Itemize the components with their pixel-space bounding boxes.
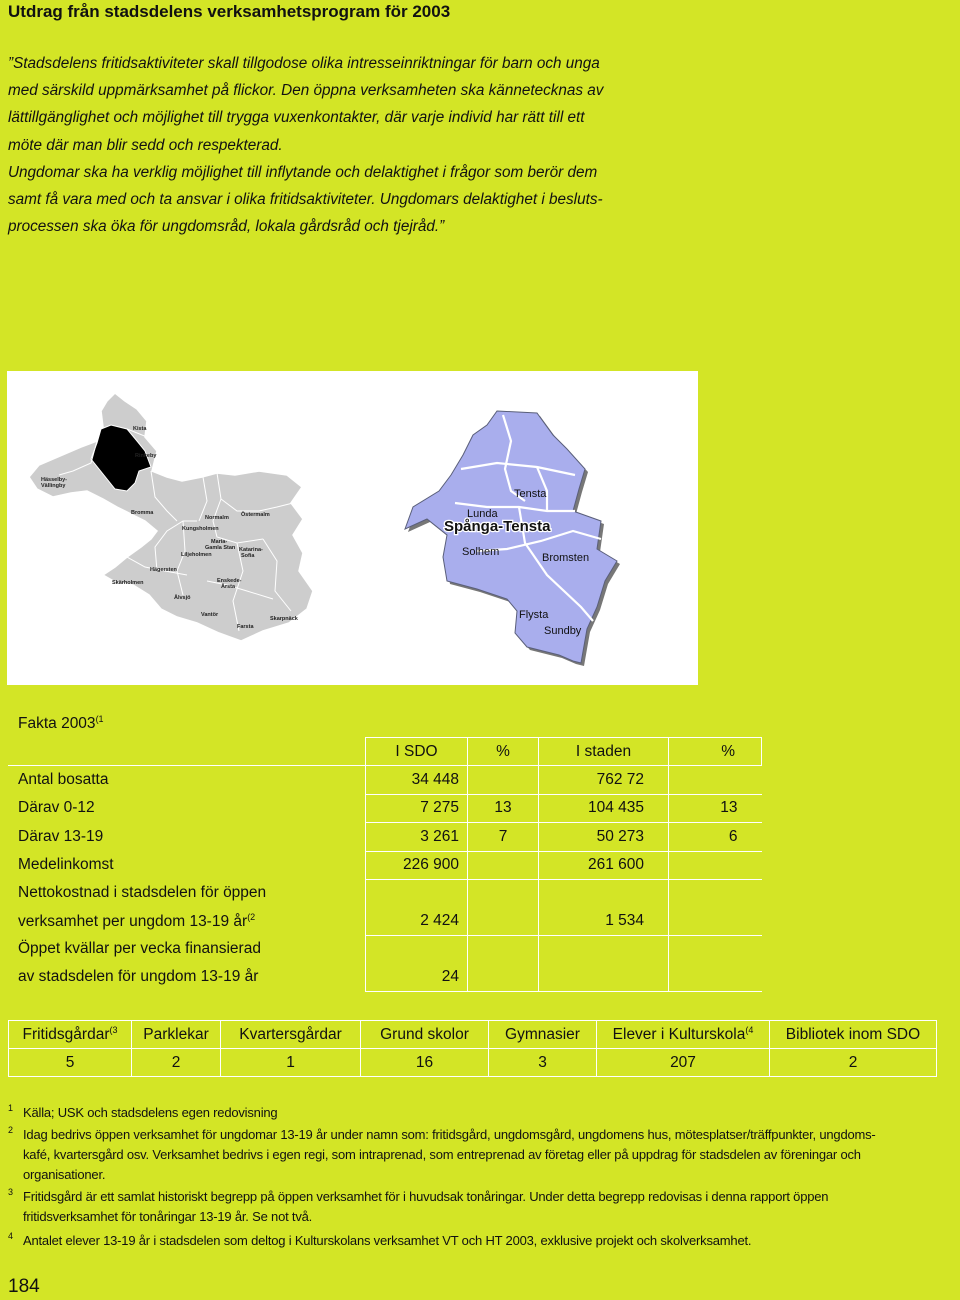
- facility-header-label: Fritidsgårdar: [22, 1026, 110, 1043]
- fakta-row: [8, 794, 762, 822]
- map-label-hagersten: Hägersten: [150, 567, 177, 573]
- map-label-rinkeby: Rinkeby: [135, 453, 157, 459]
- facilities-values-row: [9, 1049, 937, 1077]
- district-label-sundby: Sundby: [544, 625, 582, 637]
- map-panel: [7, 371, 698, 685]
- footnotes: [8, 1103, 956, 1251]
- program-quote: [8, 50, 708, 240]
- facility-header: Gymnasier: [489, 1021, 597, 1049]
- row-staden: 261 600: [539, 851, 669, 879]
- row-sdo: 34 448: [366, 766, 468, 794]
- map-label-katarina: Katarina-: [239, 547, 263, 553]
- row-staden: 104 435: [539, 794, 669, 822]
- row-pct1: [468, 766, 539, 794]
- facility-value: 1: [221, 1049, 361, 1077]
- page-heading: Utdrag från stadsdelens verksamhetsprogram för 2003: [8, 2, 451, 21]
- fakta-title-text: Fakta 2003: [18, 715, 96, 732]
- empty-cell: [366, 879, 468, 907]
- row-pct2: 6: [669, 823, 762, 851]
- row-label: Därav 13-19: [18, 827, 104, 845]
- facility-header-note: (3: [109, 1025, 118, 1035]
- row-pct2: [669, 851, 762, 879]
- map-label-normalm: Normalm: [205, 515, 229, 521]
- quote-line: Ungdomar ska ha verklig möjlighet till inflytande och delaktighet i frågor som berör dem: [8, 163, 598, 181]
- empty-cell: [669, 907, 762, 935]
- fakta-title-note: (1: [95, 714, 104, 724]
- district-label-lunda: Lunda: [467, 508, 498, 520]
- footnote-line: Källa; USK och stadsdelens egen redovisning: [23, 1105, 278, 1120]
- fakta-header-row: [8, 738, 762, 766]
- row-label: Medelinkomst: [18, 856, 114, 874]
- facility-value: 5: [9, 1049, 132, 1077]
- footnote-4: [8, 1231, 956, 1251]
- facilities-header-row: [9, 1021, 937, 1049]
- quote-line: ”Stadsdelens fritidsaktiviteter skall tillgodose olika intresseinriktningar för barn och unga: [8, 55, 600, 72]
- map-label-liljeholmen: Liljeholmen: [181, 552, 212, 558]
- netto-note: (2: [247, 911, 256, 922]
- facility-header-label: Elever i Kulturskola: [612, 1026, 746, 1043]
- map-label-enskede: Enskede-: [217, 578, 242, 584]
- map-label-skarpnack: Skarpnäck: [270, 616, 298, 622]
- row-sdo: 226 900: [366, 851, 468, 879]
- fakta-row: [8, 851, 762, 879]
- fakta-row-netto-2: [8, 907, 762, 935]
- fakta-header-blank: [8, 738, 366, 766]
- map-label-kista: Kista: [133, 426, 147, 432]
- facility-value: 3: [489, 1049, 597, 1077]
- netto-staden: 1 534: [539, 907, 669, 935]
- facility-header: [597, 1021, 770, 1049]
- fakta-row-oppet-1: [8, 935, 762, 963]
- fakta-title: [18, 714, 104, 733]
- map-label-sofia: Sofia: [241, 553, 255, 559]
- netto-label-line1: Nettokostnad i stadsdelen för öppen: [18, 884, 267, 902]
- empty-cell: [468, 907, 539, 935]
- fakta-row-oppet-2: [8, 963, 762, 991]
- facilities-table: [8, 1020, 937, 1077]
- row-label: Antal bosatta: [18, 771, 109, 789]
- row-pct2: [669, 766, 762, 794]
- row-pct1: 7: [468, 823, 539, 851]
- footnote-number: 3: [8, 1187, 13, 1197]
- row-sdo: 7 275: [366, 794, 468, 822]
- district-label-flysta: Flysta: [519, 609, 549, 621]
- district-title: Spånga-Tensta: [444, 518, 551, 535]
- footnote-3: [8, 1187, 956, 1227]
- facility-value: 2: [770, 1049, 937, 1077]
- facility-header: Bibliotek inom SDO: [770, 1021, 937, 1049]
- fakta-table: [8, 737, 762, 992]
- city-map: [29, 393, 313, 641]
- fakta-row: [8, 766, 762, 794]
- fakta-header-pct1: %: [468, 738, 539, 766]
- empty-cell: [468, 879, 539, 907]
- empty-cell: [366, 935, 468, 963]
- empty-cell: [669, 935, 762, 963]
- city-districts: [29, 393, 313, 641]
- map-label-skarholmen: Skärholmen: [112, 580, 144, 586]
- footnote-line: Fritidsgård är ett samlat historiskt begrepp på öppen verksamhet för i huvudsak tonåringar. Under detta begrepp redovisas i denna rapport öppen: [23, 1189, 829, 1204]
- row-sdo: 3 261: [366, 823, 468, 851]
- row-staden: 50 273: [539, 823, 669, 851]
- footnote-2: [8, 1125, 956, 1185]
- facility-value: 16: [361, 1049, 489, 1077]
- facility-header: Grund skolor: [361, 1021, 489, 1049]
- row-pct1: [468, 851, 539, 879]
- oppet-label-line2: av stadsdelen för ungdom 13-19 år: [18, 968, 259, 986]
- netto-label-line2: [8, 907, 366, 935]
- facility-value: 2: [132, 1049, 221, 1077]
- row-pct1: 13: [468, 794, 539, 822]
- district-label-solhem: Solhem: [462, 546, 500, 558]
- fakta-row: [8, 823, 762, 851]
- empty-cell: [539, 879, 669, 907]
- quote-line: processen ska öka för ungdomsråd, lokala gårdsråd och tjejråd.”: [8, 218, 445, 236]
- row-staden: 762 72: [539, 766, 669, 794]
- map-label-bromma: Bromma: [131, 510, 154, 516]
- empty-cell: [539, 935, 669, 963]
- footnote-number: 4: [8, 1231, 13, 1241]
- oppet-sdo: 24: [366, 963, 468, 991]
- facility-value: 207: [597, 1049, 770, 1077]
- map-label-farsta: Farsta: [237, 624, 254, 630]
- facility-header: [9, 1021, 132, 1049]
- quote-line: samt få vara med och ta ansvar i olika fritidsaktiviteter. Ungdomars delaktighet i besluts-: [8, 191, 603, 209]
- facility-header-note: (4: [745, 1025, 754, 1035]
- netto-label-text: verksamhet per ungdom 13-19 år: [18, 912, 248, 930]
- page-number: 184: [8, 1276, 40, 1297]
- footnote-line: Idag bedrivs öppen verksamhet för ungdomar 13-19 år under namn som: fritidsgård, ungdomsgård, ungdomens hus, mötesplatser/träffpunkter, ungdoms-: [23, 1127, 876, 1142]
- row-label: Därav 0-12: [18, 799, 95, 817]
- footnote-line: kafé, kvartersgård osv. Verksamhet bedrivs i egen regi, som intraprenad, som entreprenad av företag eller på uppdrag för stadsdelen av föreningar och: [23, 1147, 861, 1162]
- map-label-alvsjo: Älvsjö: [174, 595, 191, 601]
- footnote-number: 2: [8, 1125, 13, 1135]
- empty-cell: [468, 935, 539, 963]
- empty-cell: [539, 963, 669, 991]
- map-label-hasselby: Hässelby-: [41, 477, 67, 483]
- fakta-header-staden: I staden: [539, 738, 669, 766]
- map-label-maria: Maria-: [211, 539, 228, 545]
- quote-line: möte där man blir sedd och respekterad.: [8, 136, 283, 154]
- oppet-label-line1: Öppet kvällar per vecka finansierad: [18, 940, 261, 958]
- map-label-arsta: Årsta: [221, 584, 236, 590]
- map-label-kungsholmen: Kungsholmen: [182, 526, 219, 532]
- footnote-line: Antalet elever 13-19 år i stadsdelen som deltog i Kulturskolans verksamhet VT och HT 2003, exklusive projekt och skolverksamhet.: [23, 1233, 752, 1248]
- footnote-line: organisationer.: [23, 1167, 106, 1182]
- map-label-vantor: Vantör: [201, 612, 219, 618]
- footnote-line: fritidsverksamhet för tonåringar 13-19 år. Se not två.: [23, 1209, 313, 1224]
- row-pct2: 13: [669, 794, 762, 822]
- map-label-vallingby: Vällingby: [41, 483, 66, 489]
- empty-cell: [468, 963, 539, 991]
- district-map: [405, 411, 620, 666]
- quote-line: med särskild uppmärksamhet på flickor. Den öppna verksamheten ska kännetecknas av: [8, 82, 604, 100]
- fakta-header-pct2: %: [669, 738, 762, 766]
- facility-header: Parklekar: [132, 1021, 221, 1049]
- footnote-1: [8, 1103, 956, 1123]
- netto-sdo: 2 424: [366, 907, 468, 935]
- district-shape: [405, 411, 617, 663]
- maps-svg: [7, 371, 698, 685]
- footnote-number: 1: [8, 1103, 13, 1113]
- district-label-tensta: Tensta: [514, 488, 547, 500]
- fakta-row-netto-1: [8, 879, 762, 907]
- quote-line: lättillgänglighet och möjlighet till trygga vuxenkontakter, där varje individ har rätt till ett: [8, 109, 585, 127]
- map-label-ostermalm: Östermalm: [241, 512, 270, 518]
- map-label-gamla-stan: Gamla Stan: [205, 545, 236, 551]
- district-label-bromsten: Bromsten: [542, 552, 590, 564]
- facility-header: Kvartersgårdar: [221, 1021, 361, 1049]
- empty-cell: [669, 963, 762, 991]
- fakta-header-sdo: I SDO: [366, 738, 468, 766]
- empty-cell: [669, 879, 762, 907]
